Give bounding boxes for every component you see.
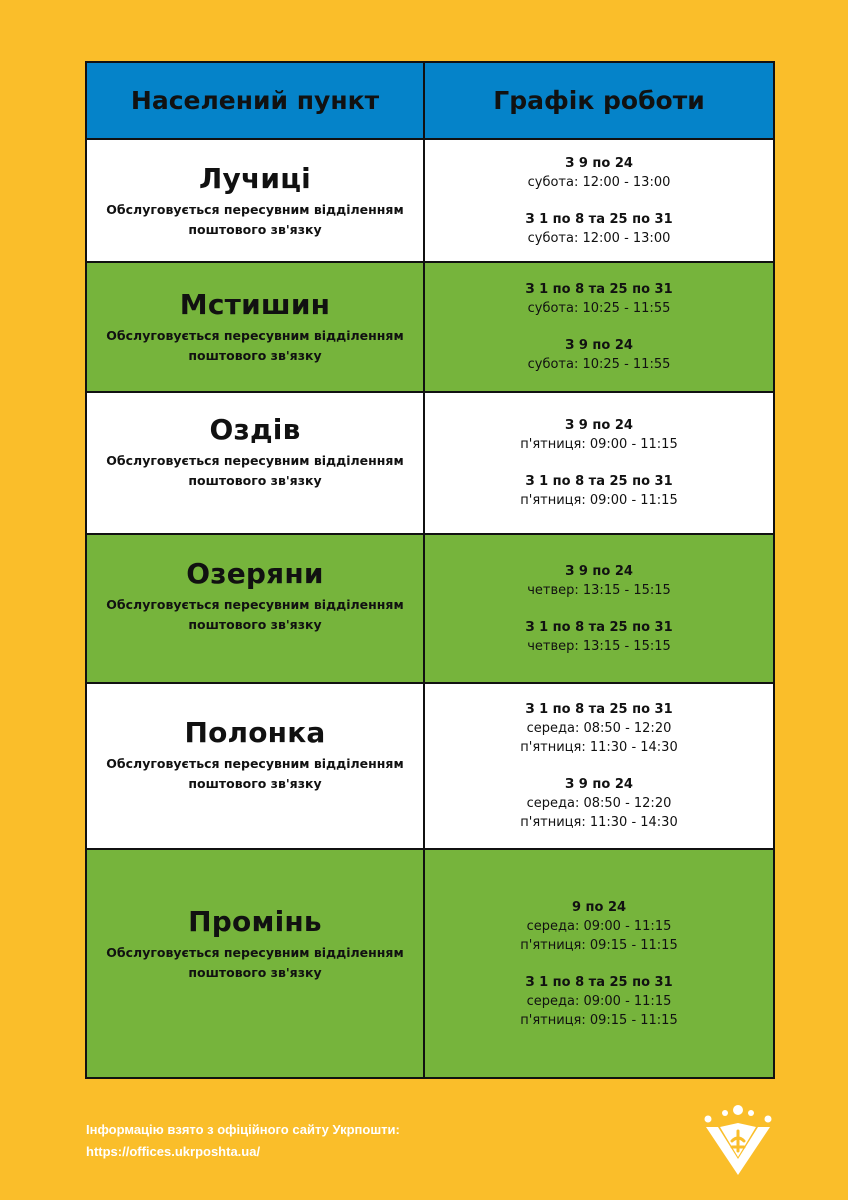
time-line: п'ятниця: 11:30 - 14:30 — [520, 815, 678, 830]
source-text: Інформацію взято з офіційного сайту Укрпошти: — [86, 1122, 400, 1137]
table-header-row — [87, 63, 773, 140]
time-line: субота: 10:25 - 11:55 — [527, 357, 671, 372]
time-line: п'ятниця: 09:15 - 11:15 — [520, 937, 678, 953]
schedule-cell — [425, 263, 773, 391]
table-row — [87, 393, 773, 535]
time-line: п'ятниця: 09:00 - 11:15 — [520, 437, 678, 452]
service-note: Обслуговується пересувним відділенням поштового зв'язку — [106, 328, 404, 363]
settlement-cell — [87, 263, 425, 391]
time-line: п'ятниця: 11:30 - 14:30 — [520, 740, 678, 755]
service-note: Обслуговується пересувним відділенням поштового зв'язку — [106, 597, 404, 632]
schedule-cell — [425, 140, 773, 261]
time-line: четвер: 13:15 - 15:15 — [527, 638, 671, 654]
town-name: Полонка — [184, 716, 326, 749]
town-name: Промінь — [188, 905, 322, 938]
schedule-block — [528, 336, 671, 374]
schedule-block — [527, 562, 671, 600]
time-line: субота: 12:00 - 13:00 — [527, 230, 671, 246]
service-note: Обслуговується пересувним відділенням поштового зв'язку — [106, 453, 404, 488]
town-name: Лучиці — [199, 161, 311, 195]
service-note: Обслуговується пересувним відділенням поштового зв'язку — [106, 945, 404, 980]
period-label: З 9 по 24 — [565, 563, 633, 579]
period-label: З 1 по 8 та 25 по 31 — [525, 702, 673, 717]
schedule-cell — [425, 850, 773, 1077]
time-line: п'ятниця: 09:15 - 11:15 — [520, 1012, 678, 1028]
header-settlement: Населений пункт — [87, 63, 425, 138]
time-line: четвер: 13:15 - 15:15 — [527, 582, 671, 598]
schedule-block — [525, 618, 672, 656]
settlement-cell — [87, 393, 425, 533]
schedule-block — [520, 973, 677, 1030]
settlement-cell — [87, 684, 425, 848]
time-line: середа: 08:50 - 12:20 — [526, 796, 672, 811]
service-note: Обслуговується пересувним відділенням поштового зв'язку — [106, 201, 404, 237]
time-line: п'ятниця: 09:00 - 11:15 — [520, 493, 678, 508]
period-label: З 9 по 24 — [565, 155, 633, 171]
town-name: Озеряни — [186, 557, 324, 590]
schedule-block — [525, 210, 672, 248]
source-link[interactable]: https://offices.ukrposhta.ua/ — [86, 1144, 261, 1159]
time-line: субота: 10:25 - 11:55 — [527, 301, 671, 316]
schedule-block — [520, 700, 677, 757]
period-label: З 9 по 24 — [565, 777, 633, 792]
period-label: З 1 по 8 та 25 по 31 — [525, 974, 673, 990]
header-schedule: Графік роботи — [493, 86, 705, 115]
table-row — [87, 684, 773, 850]
settlement-cell — [87, 850, 425, 1077]
period-label: З 1 по 8 та 25 по 31 — [525, 211, 673, 227]
period-label: 9 по 24 — [571, 899, 627, 915]
table-row — [87, 850, 773, 1077]
schedule-block — [525, 280, 672, 318]
town-name: Мстишин — [179, 288, 331, 321]
table-row — [87, 140, 773, 263]
schedule-table — [85, 61, 775, 1079]
time-line: субота: 12:00 - 13:00 — [527, 174, 671, 190]
table-row — [87, 535, 773, 684]
period-label: З 1 по 8 та 25 по 31 — [525, 282, 673, 297]
schedule-block — [520, 898, 677, 955]
period-label: З 9 по 24 — [565, 418, 633, 433]
settlement-cell — [87, 535, 425, 682]
ukrposhta-logo-icon — [698, 1101, 778, 1181]
period-label: З 1 по 8 та 25 по 31 — [525, 474, 673, 489]
schedule-block — [520, 416, 677, 454]
table-row — [87, 263, 773, 393]
time-line: середа: 08:50 - 12:20 — [526, 721, 672, 736]
schedule-block — [528, 154, 671, 192]
period-label: З 9 по 24 — [565, 338, 633, 353]
period-label: З 1 по 8 та 25 по 31 — [525, 619, 673, 635]
schedule-cell — [425, 684, 773, 848]
time-line: середа: 09:00 - 11:15 — [526, 918, 672, 934]
schedule-cell — [425, 393, 773, 533]
source-footer — [86, 1119, 400, 1163]
time-line: середа: 09:00 - 11:15 — [526, 993, 672, 1009]
schedule-cell — [425, 535, 773, 682]
settlement-cell — [87, 140, 425, 261]
town-name: Оздів — [209, 413, 301, 446]
schedule-block — [520, 775, 677, 832]
service-note: Обслуговується пересувним відділенням поштового зв'язку — [106, 756, 404, 791]
schedule-block — [520, 472, 677, 510]
